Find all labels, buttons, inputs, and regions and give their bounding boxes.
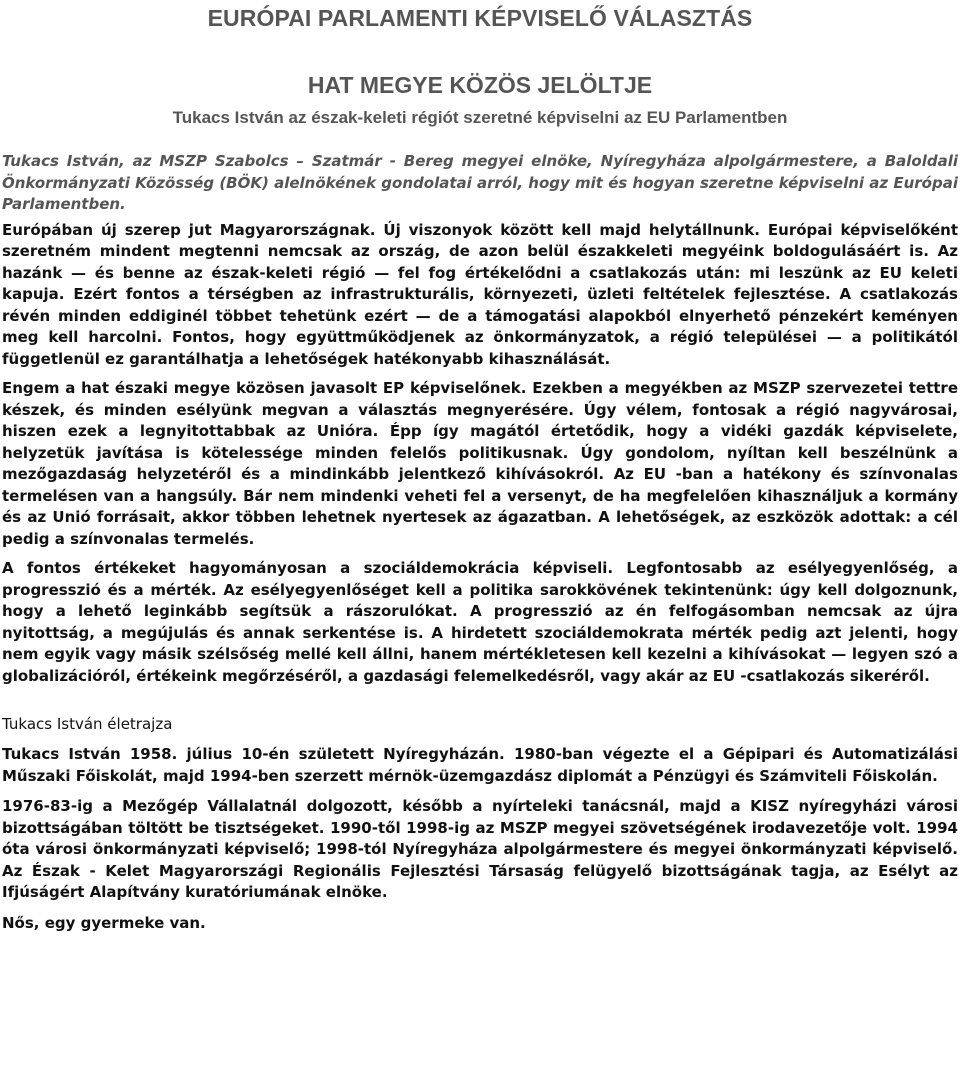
bio-heading: Tukacs István életrajza <box>2 715 173 733</box>
bio-paragraph-3: Nős, egy gyermeke van. <box>2 913 206 932</box>
lead-line: Tukacs István az észak-keleti régiót szeretné képviselni az EU Parlamentben <box>172 108 788 127</box>
document-page <box>0 4 960 934</box>
document-subtitle: HAT MEGYE KÖZÖS JELÖLTJE <box>307 72 653 98</box>
bio-paragraph-1: Tukacs István 1958. július 10-én született Nyíregyházán. 1980-ban végezte el a Gépipari és Automatizálási Műszaki Főiskolát, majd 1994-ben szerzett mérnök-üzemgazdász diplomát a Pénzügyi és Számviteli Főiskolán. <box>2 745 958 785</box>
article-paragraph-2: Engem a hat északi megye közösen javasolt EP képviselőnek. Ezekben a megyékben az MSZP szervezetei tettre készek, és minden esélyünk megvan a választás megnyerésére. Úgy vélem, fontosak a régió nagyvárosai, hiszen ezek a legnyitottabbak az Unióra. Épp így magától értetődik, hogy a vidéki gazdák képviselete, helyzetük javítása is kötelessége minden felelős politikusnak. Úgy gondolom, nyíltan kell beszélnünk a mezőgazdaság helyzetéről és a mindinkább jelentkező kihívásokról. Az EU -ban a hatékony és színvonalas termelésen van a hangsúly. Bár nem mindenki veheti fel a versenyt, de ha megfelelően kihasználjuk a kormány és az Unió forrásait, akkor többen lehetnek nyertesek az ágazatban. A lehetőségek, az eszközök adottak: a cél pedig a színvonalas termelés. <box>2 379 958 548</box>
document-title: EURÓPAI PARLAMENTI KÉPVISELŐ VÁLASZTÁS <box>207 5 753 31</box>
article-paragraph-3: A fontos értékeket hagyományosan a szociáldemokrácia képviseli. Legfontosabb az esélyegyenlőség, a progresszió és a mérték. Az esélyegyenlőséget kell a politika sarokkövének tekintenünk: úgy kell dolgoznunk, hogy a lehető leginkább segítsük a rászorulókat. A progresszió az én felfogásomban nemcsak az újra nyitottság, a megújulás és annak serkentése is. A hirdetett szociáldemokrata mérték pedig azt jelenti, hogy nem egyik vagy másik szélsőség mellé kell állni, hanem mértékletesen kell kezelni a kihívásokat — legyen szó a globalizációról, értékeink megőrzéséről, a gazdasági felemelkedésről, vagy akár az EU -csatlakozás sikeréről. <box>2 559 958 685</box>
bio-paragraph-2: 1976-83-ig a Mezőgép Vállalatnál dolgozott, később a nyírteleki tanácsnál, majd a KISZ nyíregyházi városi bizottságában töltött be tisztségeket. 1990-től 1998-ig az MSZP megyei szövetségének irodavezetője volt. 1994 óta városi önkormányzati képviselő; 1998-tól Nyíregyháza alpolgármestere és megyei önkormányzati képviselő. Az Észak - Kelet Magyarországi Regionális Fejlesztési Társaság felügyelő bizottságának tagja, az Esélyt az Ifjúságért Alapítvány kuratóriumának elnöke. <box>2 797 958 901</box>
article-paragraph-1: Európában új szerep jut Magyarországnak. Új viszonyok között kell majd helytállnunk. Európai képviselőként szeretném mindent megtenni nemcsak az ország, de azon belül északkeleti megyéink boldogulásáért is. Az hazánk — és benne az észak-keleti régió — fel fog értékelődni a csatlakozás után: mi leszünk az EU keleti kapuja. Ezért fontos a térségben az infrastrukturális, környezeti, üzleti feltételek fejlesztése. A csatlakozás révén minden eddiginél többet tehetünk ezért — de a támogatási alapokból elnyerhető pénzekért keményen meg kell harcolni. Fontos, hogy együttműködjenek az önkormányzatok, a régió települései — a politikától függetlenül ez garantálhatja a lehetőségek hatékonyabb kihasználását. <box>2 220 958 368</box>
intro-paragraph: Tukacs István, az MSZP Szabolcs – Szatmár - Bereg megyei elnöke, Nyíregyháza alpolgármestere, a Baloldali Önkormányzati Közösség (BÖK) alelnökének gondolatai arról, hogy mit és hogyan szeretne képviselni az Európai Parlamentben. <box>2 152 958 213</box>
